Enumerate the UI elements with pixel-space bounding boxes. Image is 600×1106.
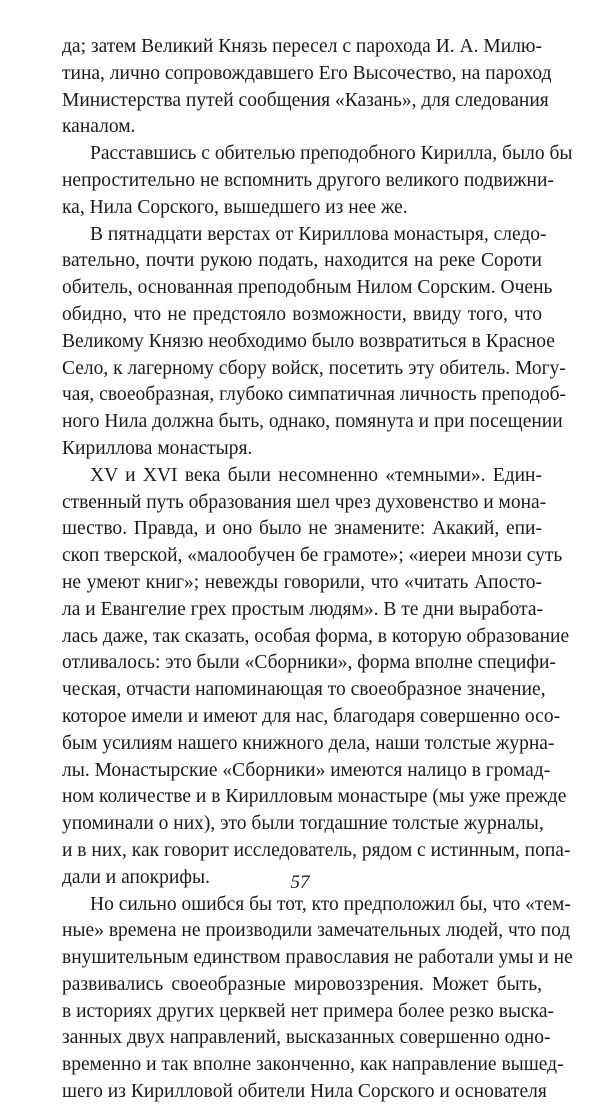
text-line: обидно, что не предстояло возможности, ввиду того, что [62,303,542,325]
text-line: бым усилиям нашего книжного дела, наши толстые журна- [62,732,555,754]
page-number: 57 [290,872,310,893]
text-line: ном количестве и в Кирилловым монастыре (мы уже прежде [62,786,567,808]
page-text-body [62,34,573,1106]
text-line: ственный путь образования шел чрез духовенство и мона- [62,491,547,513]
text-line: развивались своеобразные мировоззрения. Может быть, [62,973,542,995]
text-line: ные» времена не производили замечательных людей, что под [62,920,571,942]
text-line: ка, Нила Сорского, вышедшего из нее же. [62,196,408,218]
text-line: Но сильно ошибся бы тот, кто предположил бы, что «тем- [90,893,571,915]
text-line: Расставшись с обителью преподобного Кирилла, было бы [90,143,573,165]
text-line: внушительным единством православия не работали умы и не [62,947,573,969]
text-line: временно и так вполне законченно, как направление вышед- [62,1054,564,1076]
paragraph [62,141,573,221]
text-line: XV и XVI века были несомненно «темными». Един- [90,464,542,486]
text-line: шего из Кирилловой обители Нила Сорского и основателя [62,1081,547,1103]
text-line: Великому Князю необходимо было возвратиться в Красное [62,330,555,352]
text-line: Кириллова монастыря. [62,437,253,459]
text-line: ного Нила должна быть, однако, помянута и при посещении [62,411,563,433]
paragraph [62,34,552,141]
text-line: скоп тверской, «малообучен бе грамоте»; «иереи мнози суть [62,545,563,567]
text-line: ла и Евангелие грех простым людям». В те дни выработа- [62,598,543,620]
text-line: вательно, почти рукою подать, находится на реке Сороти [62,250,542,272]
text-line: и в них, как говорит исследователь, рядом с истинным, попа- [62,839,571,861]
text-line: Министерства путей сообщения «Казань», для следования [62,89,549,111]
paragraph [62,892,573,1106]
text-line: шество. Правда, и оно было не знамените: Акакий, епи- [62,518,542,540]
paragraph [62,222,567,463]
text-line: Село, к лагерному сбору войск, посетить эту обитель. Могу- [62,357,566,379]
text-line: лась даже, так сказать, особая форма, в которую образование [62,625,570,647]
text-line: чая, своеобразная, глубоко симпатичная личность преподоб- [62,384,567,406]
text-line: лы. Монастырские «Сборники» имеются налицо в громад- [62,759,551,781]
text-line: отливалось: это были «Сборники», форма вполне специфи- [62,652,556,674]
text-line: каналом. [62,116,136,138]
paragraph [62,463,571,892]
text-line: не умеют книг»; невежды говорили, что «читать Апосто- [62,571,542,593]
text-line: дали и апокрифы. [62,866,210,888]
text-line: занных двух направлений, высказанных совершенно одно- [62,1027,551,1049]
text-line: обитель, основанная преподобным Нилом Сорским. Очень [62,277,553,299]
text-line: тина, лично сопровождавшего Его Высочество, на пароход [62,62,552,84]
text-line: в историях других церквей нет примера более резко выска- [62,1000,555,1022]
text-line: которое имели и имеют для нас, благодаря совершенно осо- [62,705,561,727]
text-line: непростительно не вспомнить другого великого подвижни- [62,169,554,191]
text-line: В пятнадцати верстах от Кириллова монастыря, следо- [90,223,547,245]
text-line: упоминали о них), это были тогдашние толстые журналы, [62,813,544,835]
text-line: да; затем Великий Князь пересел с парохода И. А. Милю- [62,36,542,57]
text-line: ческая, отчасти напоминающая то своеобразное значение, [62,679,546,701]
